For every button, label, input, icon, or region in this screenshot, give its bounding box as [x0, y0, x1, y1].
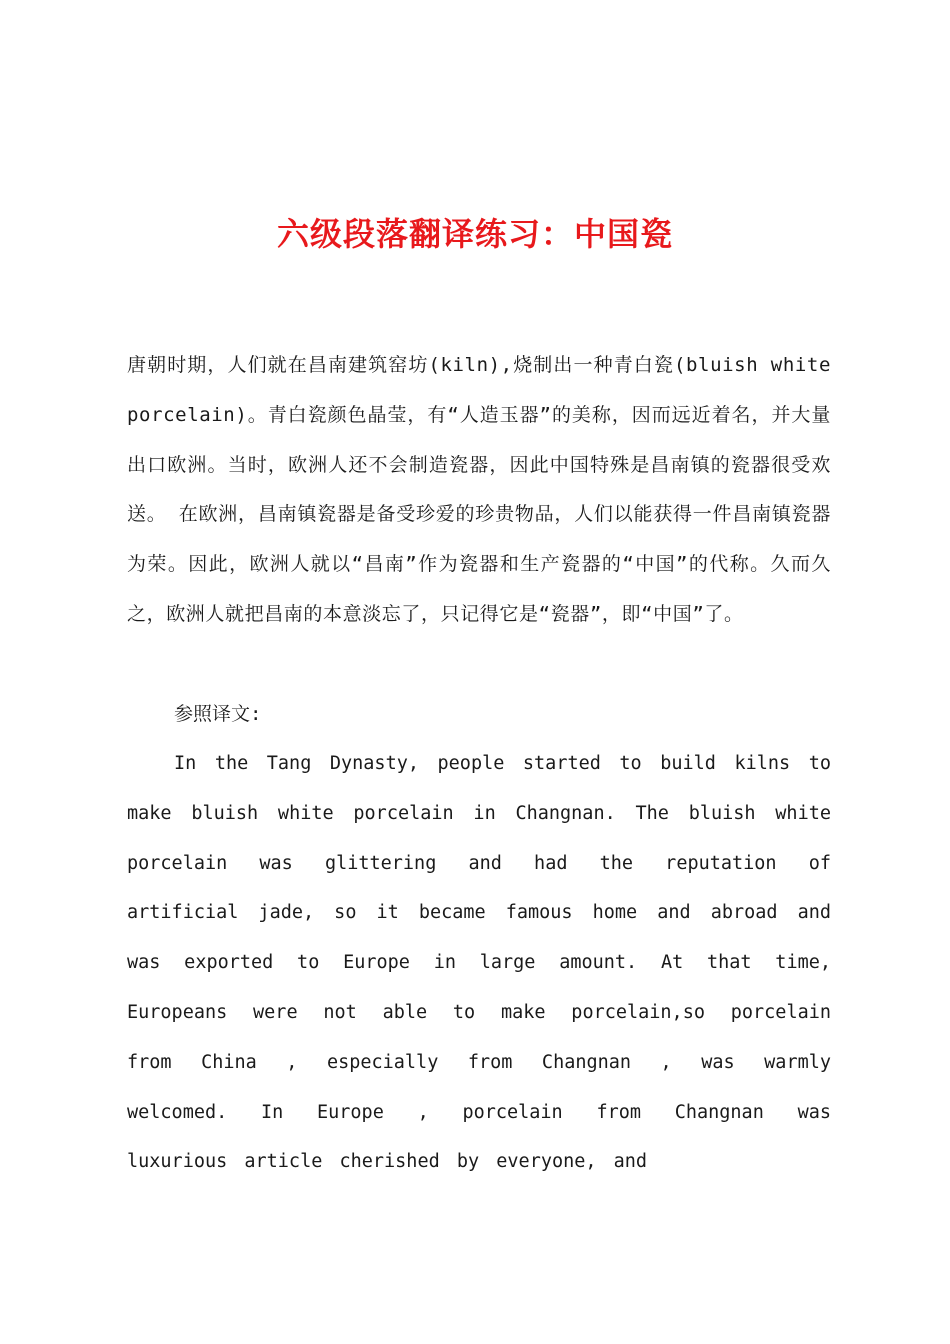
reference-translation-label: 参照译文:	[174, 703, 262, 725]
chinese-paragraph: 唐朝时期，人们就在昌南建筑窑坊(kiln),烧制出一种青白瓷(bluish white porcelain)。青白瓷颜色晶莹，有“人造玉器”的美称，因而远近着名，并大量出口欧洲。当时，欧洲人还不会制造瓷器，因此中国特殊是昌南镇的瓷器很受欢送。 在欧洲，昌南镇瓷器是备受珍爱的珍贵物品，人们以能获得一件昌南镇瓷器为荣。因此，欧洲人就以“昌南”作为瓷器和生产瓷器的“中国”的代称。久而久之，欧洲人就把昌南的本意淡忘了，只记得它是“瓷器”，即“中国”了。	[127, 354, 831, 625]
english-paragraph: In the Tang Dynasty, people started to build kilns to make bluish white porcelain in Changnan. The bluish white porcelain was glittering and had the reputation of artificial jade, so it became famous home and abroad and was exported to Europe in large amount. At that time, Europeans were not able to make porcelain,so porcelain from China , especially from Changnan , was warmly welcomed. In Europe , porcelain from Changnan was luxurious article cherished by everyone, and	[127, 753, 831, 1173]
page-title: 六级段落翻译练习：中国瓷	[276, 215, 673, 253]
